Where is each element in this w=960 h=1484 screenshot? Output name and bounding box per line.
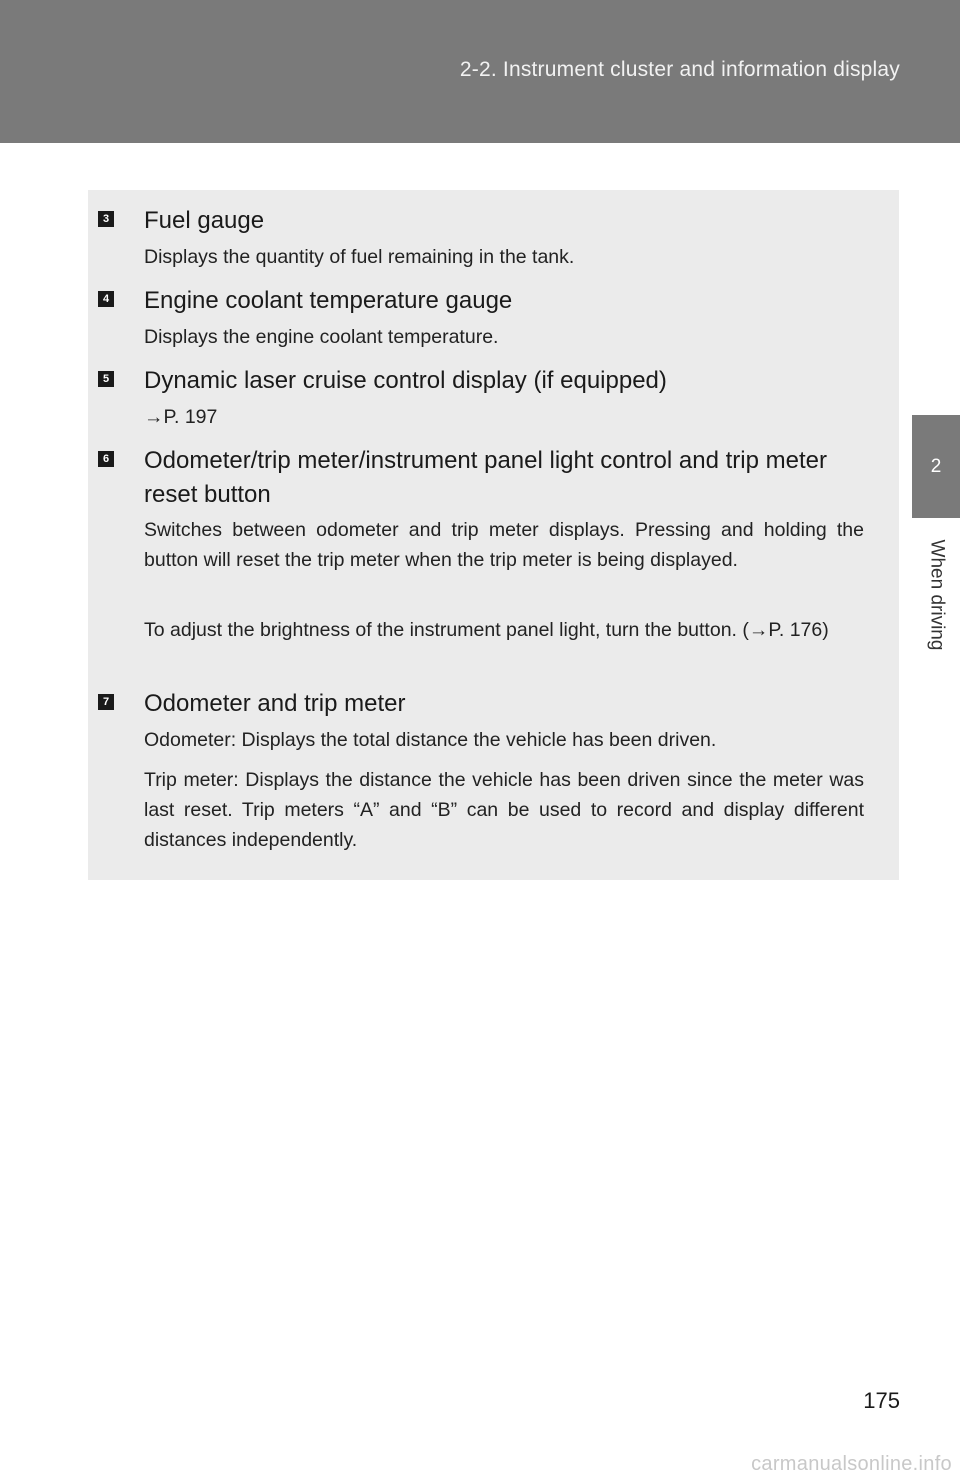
page-reference-link[interactable]: →P. 197 bbox=[144, 406, 218, 428]
item-heading: Dynamic laser cruise control display (if equipped) bbox=[144, 367, 667, 394]
section-title: 2-2. Instrument cluster and information display bbox=[459, 58, 900, 81]
page-header bbox=[0, 0, 960, 143]
item-description: Odometer: Displays the total distance the vehicle has been driven. bbox=[144, 729, 717, 751]
content-box bbox=[88, 190, 899, 880]
chapter-tab[interactable] bbox=[912, 415, 960, 518]
item-number-marker: 5 bbox=[98, 371, 114, 387]
watermark: carmanualsonline.info bbox=[751, 1453, 952, 1475]
item-number-marker: 3 bbox=[98, 211, 114, 227]
item-heading: Odometer/trip meter/instrument panel light control and trip meter reset button bbox=[144, 447, 827, 508]
item-description: Trip meter: Displays the distance the vehicle has been driven since the meter was last reset. Trip meters “A” and “B” can be used to record and display different distances independently. bbox=[144, 769, 864, 851]
item-heading: Odometer and trip meter bbox=[144, 690, 406, 717]
item-number-marker: 7 bbox=[98, 694, 114, 710]
item-number-marker: 6 bbox=[98, 451, 114, 467]
item-description: Displays the engine coolant temperature. bbox=[144, 326, 499, 348]
item-description: To adjust the brightness of the instrument panel light, turn the button. (→P. 176) bbox=[144, 619, 829, 641]
page-number: 175 bbox=[863, 1388, 900, 1413]
item-description: Displays the quantity of fuel remaining in the tank. bbox=[144, 246, 575, 268]
item-heading: Fuel gauge bbox=[144, 207, 265, 234]
item-number-marker: 4 bbox=[98, 291, 114, 307]
chapter-label bbox=[912, 530, 960, 660]
item-description: Switches between odometer and trip meter displays. Pressing and holding the button will reset the trip meter when the trip meter is being displayed. bbox=[144, 519, 864, 571]
chapter-number: 2 bbox=[930, 455, 942, 477]
item-heading: Engine coolant temperature gauge bbox=[144, 287, 513, 314]
chapter-label-text: When driving bbox=[926, 539, 948, 651]
